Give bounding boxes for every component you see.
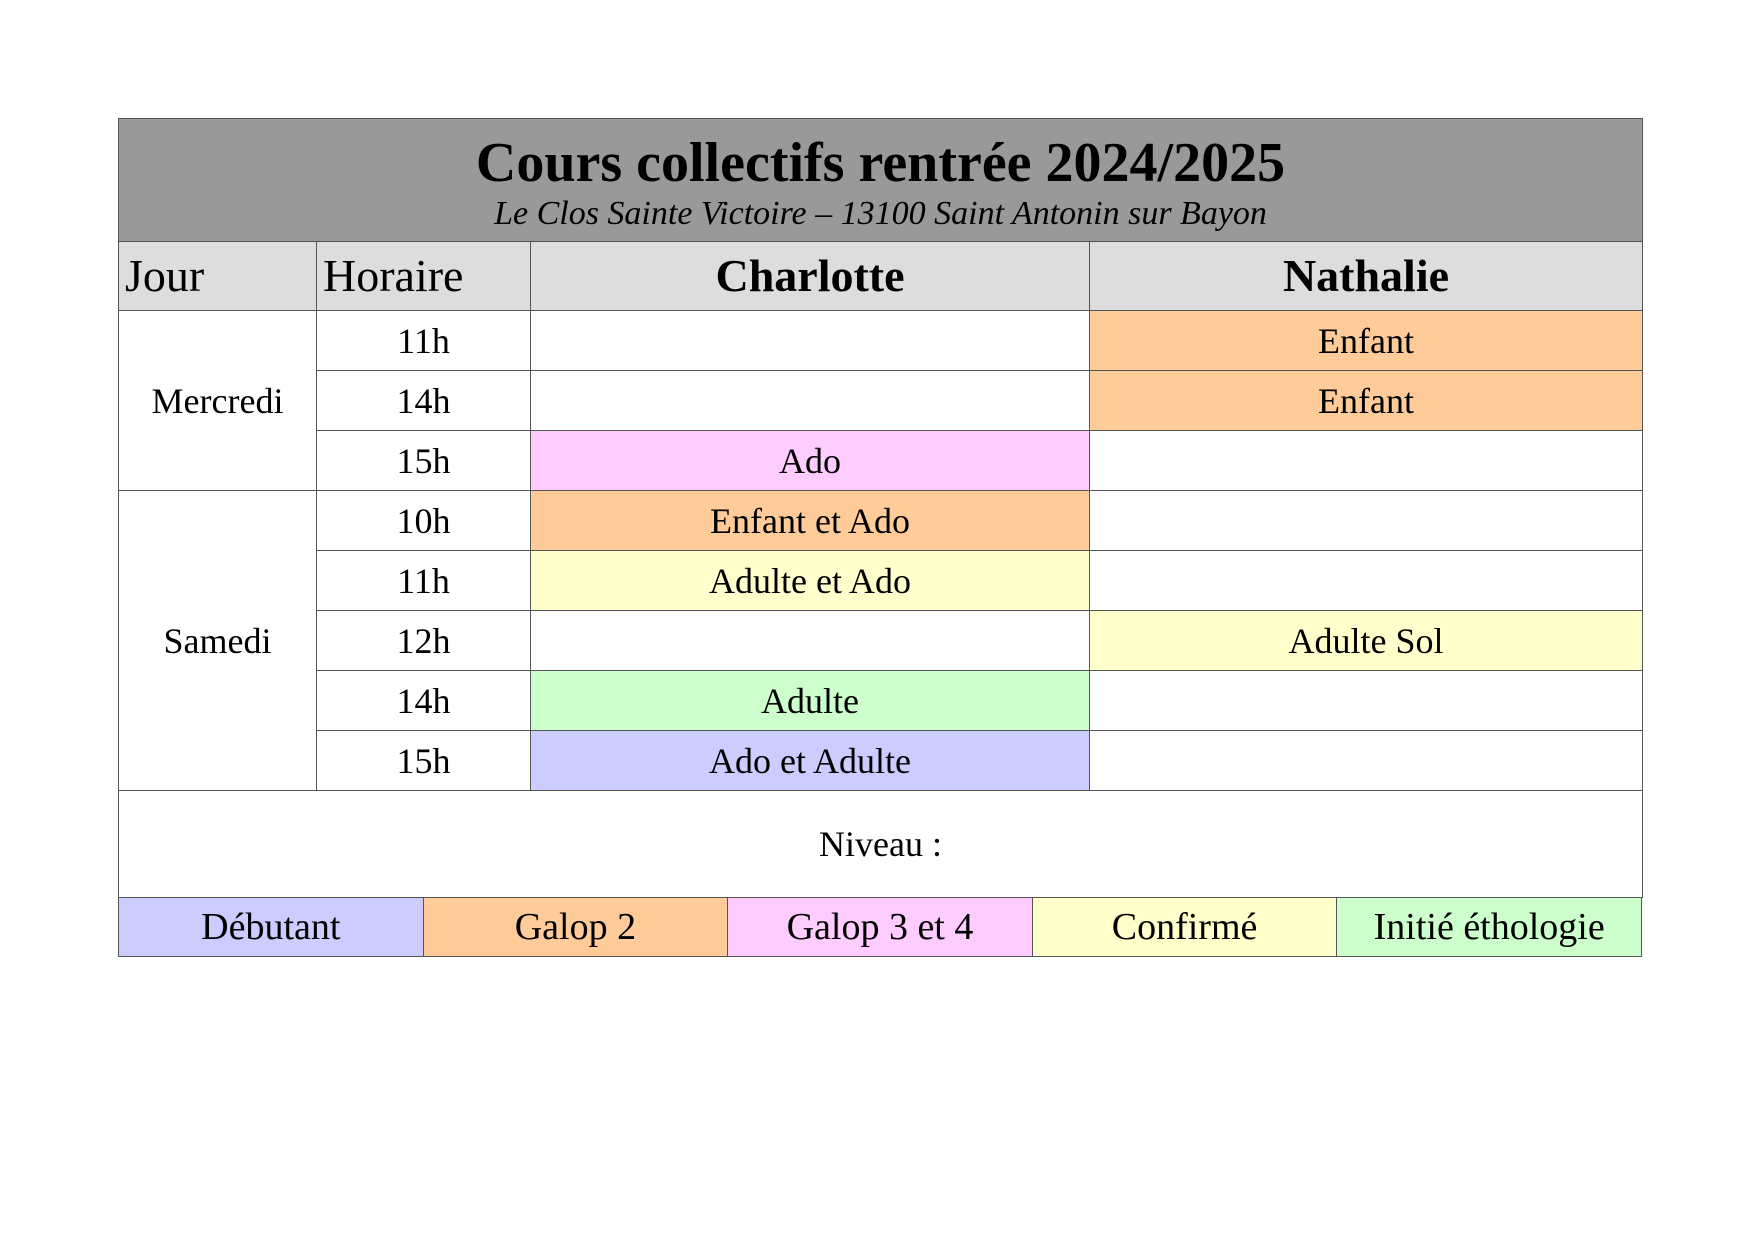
page-subtitle: Le Clos Sainte Victoire – 13100 Saint Antonin sur Bayon [494,195,1267,232]
time-cell: 14h [317,671,531,731]
legend-item-galop2: Galop 2 [423,898,728,957]
column-header-nathalie: Nathalie [1090,242,1643,311]
table-row [119,431,1643,491]
time-cell: 15h [317,731,531,791]
legend-item-initie: Initié éthologie [1337,898,1642,957]
time-cell: 11h [317,551,531,611]
slot-nathalie: Adulte Sol [1090,611,1643,671]
slot-charlotte [531,311,1090,371]
time-cell: 11h [317,311,531,371]
column-header-charlotte: Charlotte [531,242,1090,311]
slot-nathalie: Enfant [1090,311,1643,371]
slot-charlotte: Adulte et Ado [531,551,1090,611]
table-row [119,371,1643,431]
legend-label: Niveau : [119,791,1643,898]
slot-nathalie [1090,671,1643,731]
legend-item-galop34: Galop 3 et 4 [728,898,1033,957]
page-title: Cours collectifs rentrée 2024/2025 [475,132,1286,194]
column-header-day: Jour [119,242,317,311]
column-header-time: Horaire [317,242,531,311]
time-cell: 14h [317,371,531,431]
slot-charlotte [531,371,1090,431]
slot-charlotte: Adulte [531,671,1090,731]
time-cell: 15h [317,431,531,491]
slot-charlotte: Ado et Adulte [531,731,1090,791]
slot-nathalie [1090,551,1643,611]
time-cell: 12h [317,611,531,671]
table-row [119,551,1643,611]
time-cell: 10h [317,491,531,551]
title-banner [119,119,1643,242]
table-row [119,671,1643,731]
table-row [119,611,1643,671]
slot-charlotte: Enfant et Ado [531,491,1090,551]
legend-item-debutant: Débutant [119,898,424,957]
schedule-document [118,118,1642,957]
legend-label-row [119,791,1643,898]
slot-nathalie [1090,491,1643,551]
legend-row [119,898,1642,957]
legend-item-confirme: Confirmé [1032,898,1337,957]
slot-nathalie: Enfant [1090,371,1643,431]
column-header-row [119,242,1643,311]
schedule-table [118,118,1643,898]
level-legend [118,897,1642,957]
slot-nathalie [1090,731,1643,791]
table-row [119,311,1643,371]
day-cell: Mercredi [119,311,317,491]
table-row [119,491,1643,551]
slot-charlotte: Ado [531,431,1090,491]
day-cell: Samedi [119,491,317,791]
slot-nathalie [1090,431,1643,491]
slot-charlotte [531,611,1090,671]
table-row [119,731,1643,791]
